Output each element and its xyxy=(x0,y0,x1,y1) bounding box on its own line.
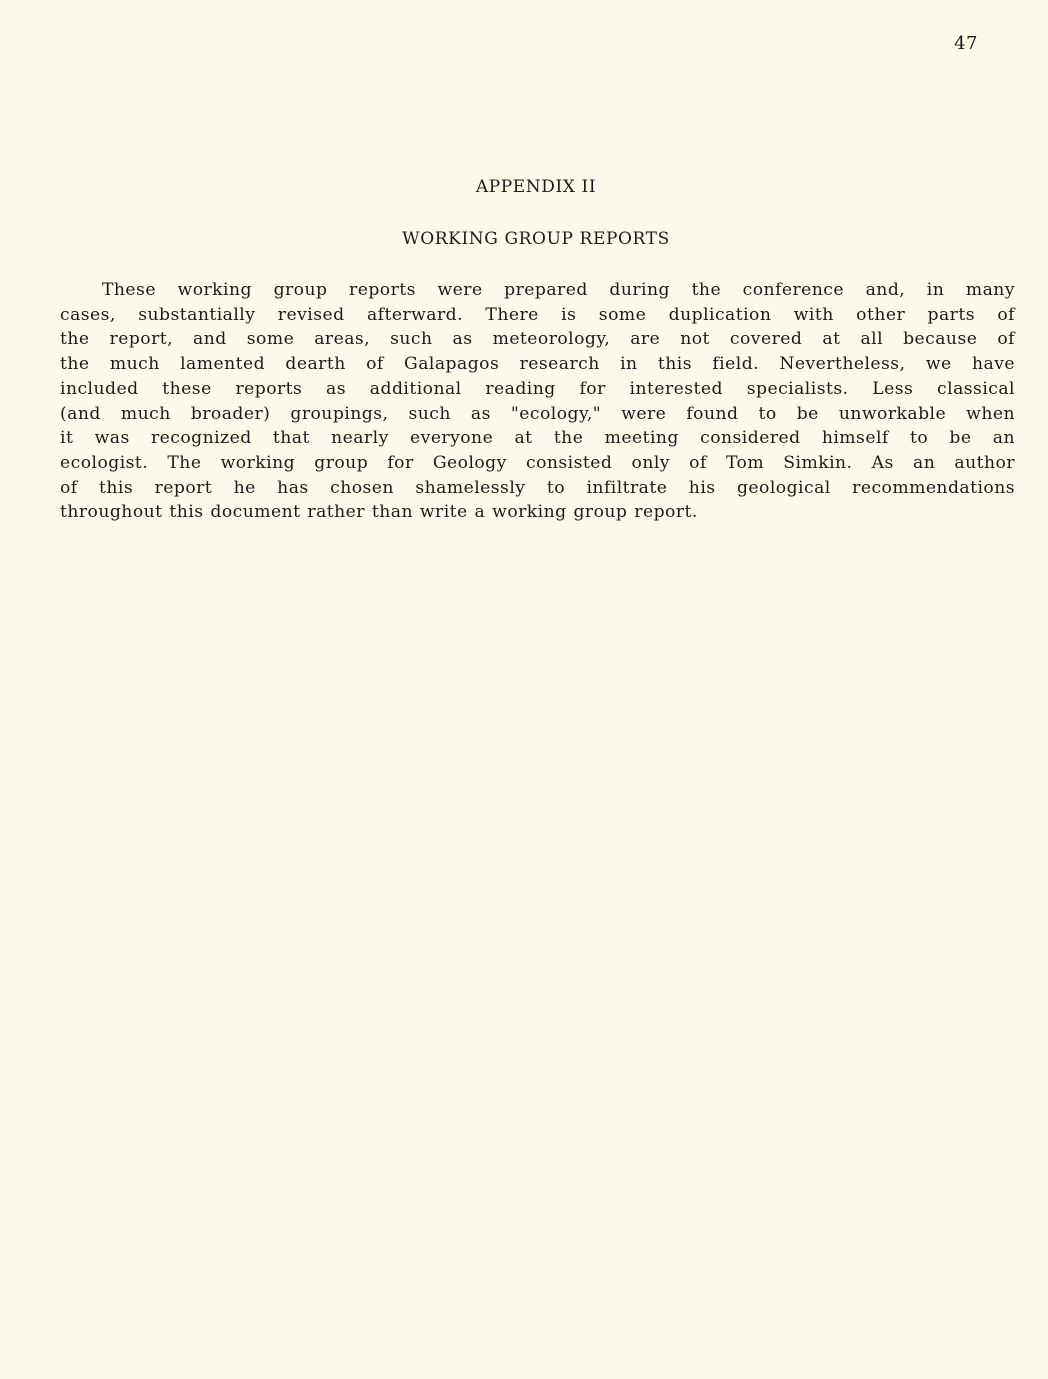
appendix-title: APPENDIX II xyxy=(475,177,597,197)
paragraph-line: These working group reports were prepared during the conference and, in many xyxy=(102,280,1015,300)
paragraph-line: of this report he has chosen shamelessly to infiltrate his geological recommendations xyxy=(60,477,1015,498)
paragraph-line: (and much broader) groupings, such as "ecology," were found to be unworkable when xyxy=(60,403,1015,424)
section-title: WORKING GROUP REPORTS xyxy=(402,229,670,249)
page-number: 47 xyxy=(954,33,978,54)
paragraph-line: it was recognized that nearly everyone at the meeting considered himself to be an xyxy=(60,428,1015,449)
body-paragraph xyxy=(60,278,1015,525)
paragraph-line: included these reports as additional reading for interested specialists. Less classical xyxy=(60,378,1015,399)
paragraph-line: cases, substantially revised afterward. There is some duplication with other parts of xyxy=(60,304,1015,325)
paragraph-line: throughout this document rather than write a working group report. xyxy=(60,502,698,523)
paragraph-line: ecologist. The working group for Geology consisted only of Tom Simkin. As an author xyxy=(60,452,1015,473)
paragraph-line: the much lamented dearth of Galapagos research in this field. Nevertheless, we have xyxy=(60,354,1015,375)
paragraph-line: the report, and some areas, such as meteorology, are not covered at all because of xyxy=(60,329,1015,350)
